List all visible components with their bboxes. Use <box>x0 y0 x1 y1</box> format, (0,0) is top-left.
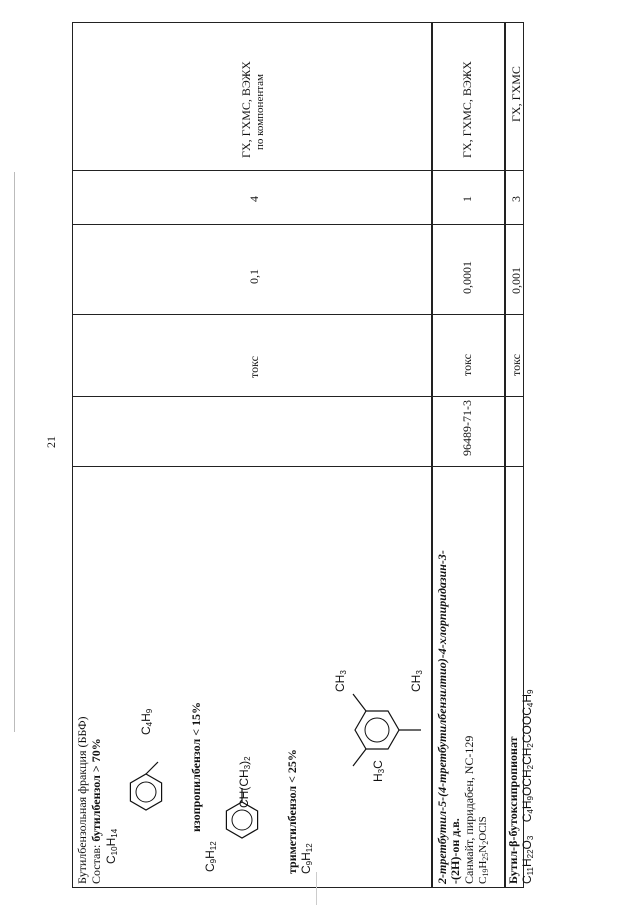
row3-formula: $C_{11}H_{22}O_3$ <box>520 835 535 884</box>
row-divider-1 <box>431 22 433 888</box>
scan-artifact-line <box>316 872 317 905</box>
row3-formula-line <box>521 690 537 884</box>
column-divider-class <box>72 396 524 397</box>
row1-isopropylbenzene-formula: $C_9H_{12}$ <box>203 841 218 872</box>
scan-margin-line <box>14 172 15 732</box>
substance-table <box>72 22 535 888</box>
row1-hazard: 4 <box>247 196 261 202</box>
row2-name-line2: -(2Н)-он д.в. <box>448 818 462 884</box>
row1-methyl-top: $CH_3$ <box>333 670 348 692</box>
row2-hazard: 1 <box>460 196 474 202</box>
row1-trimethylbenzene-formula: $C_9H_{12}$ <box>299 843 314 874</box>
table-border-top <box>72 22 524 23</box>
table-border-bottom <box>72 887 524 888</box>
row1-composition-line <box>90 738 103 884</box>
row1-name: Бутилбензольная фракция (ББФ) <box>75 716 89 884</box>
row2-aliases: Санмайт, пиридабен, NC-129 <box>462 735 476 884</box>
row3-value: 0,001 <box>509 267 523 294</box>
row1-butylbenzene: бутилбензол > 70% <box>89 738 103 842</box>
row1-value: 0,1 <box>247 269 261 284</box>
column-divider-hazard <box>72 224 524 225</box>
row1-butylbenzene-formula: $C_{10}H_{14}$ <box>104 828 119 864</box>
row1-method: ГХ, ГХМС, ВЭЖХ <box>239 61 253 158</box>
column-divider-value <box>72 314 524 315</box>
row3-structural: $C_4H_9OCH_2CH_2COOC_4H_9$ <box>520 689 535 823</box>
table-border-left <box>72 22 73 888</box>
butylbenzene-structure <box>124 742 174 822</box>
row1-isopropyl-label: $CH(CH_3)_2$ <box>237 756 252 808</box>
row1-methyl-left: $H_3C$ <box>371 760 386 782</box>
row2-name-line1: 2-третбутил-5-(4-третбутилбензилтио)-4-хлорпиридазин-3- <box>435 550 449 884</box>
row2-value: 0,0001 <box>460 261 474 294</box>
row2-formula: $C_{19}H_{25}N_2OClS$ <box>477 816 490 884</box>
row1-method-note: по компонентам <box>254 73 266 150</box>
row3-hazard: 3 <box>509 196 523 202</box>
page-number: 21 <box>44 436 58 448</box>
column-divider-method <box>72 170 524 171</box>
row2-cas: 96489-71-3 <box>460 400 474 456</box>
row2-class: токс <box>460 354 474 376</box>
row3-method: ГХ, ГХМС <box>509 66 523 122</box>
row3-name: Бутил-β-бутоксипропионат <box>506 736 520 884</box>
trimethylbenzene-structure <box>322 672 422 842</box>
row1-methyl-right: $CH_3$ <box>409 670 424 692</box>
row1-butyl-label: $C_4H_9$ <box>139 708 154 735</box>
column-divider-cas <box>72 466 524 467</box>
row1-composition-prefix: Состав: <box>89 844 103 884</box>
row1-class: токс <box>247 356 261 378</box>
row3-class: токс <box>509 354 523 376</box>
row1-isopropylbenzene: изопропилбензол < 15% <box>189 701 203 832</box>
row1-trimethylbenzene: триметилбензол < 25% <box>285 749 299 874</box>
row2-method: ГХ, ГХМС, ВЭЖХ <box>460 61 474 158</box>
